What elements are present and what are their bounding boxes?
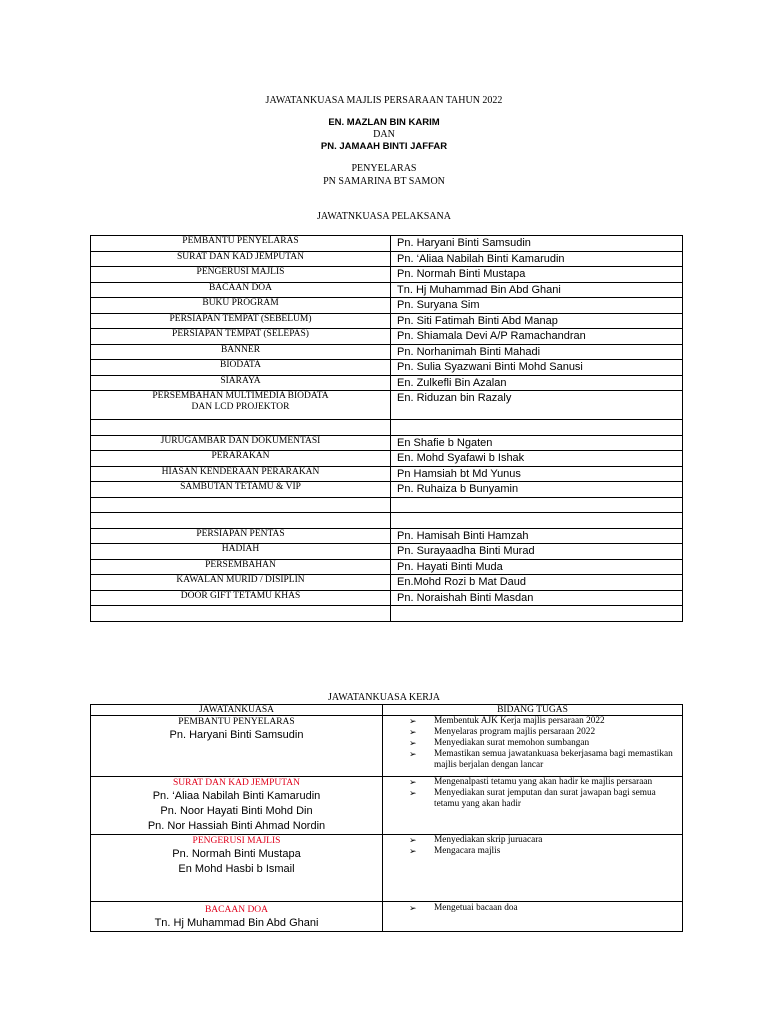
pelaksana-role: DOOR GIFT TETAMU KHAS xyxy=(180,590,301,601)
task-item xyxy=(409,716,682,727)
arrow-bullet-icon: ➢ xyxy=(409,777,417,787)
pelaksana-table xyxy=(90,235,683,622)
honoree-1: EN. MAZLAN BIN KARIM xyxy=(328,117,440,128)
kerja-col-header-committee: JAWATANKUASA xyxy=(91,705,383,716)
kerja-person: Tn. Hj Muhammad Bin Abd Ghani xyxy=(154,917,319,929)
pelaksana-row xyxy=(91,606,683,622)
pelaksana-row xyxy=(91,329,683,345)
pelaksana-role: PERSIAPAN TEMPAT (SEBELUM) xyxy=(169,313,312,324)
pelaksana-row xyxy=(91,391,683,420)
pelaksana-row xyxy=(91,590,683,606)
task-item xyxy=(409,835,682,846)
pelaksana-role-cell xyxy=(91,344,391,360)
pelaksana-name: Pn. Noraishah Binti Masdan xyxy=(391,590,683,606)
pelaksana-role-cell xyxy=(91,298,391,314)
pelaksana-row xyxy=(91,513,683,529)
pelaksana-role: BANNER xyxy=(220,344,261,355)
pelaksana-role-cell xyxy=(91,282,391,298)
pelaksana-name: Pn. Hayati Binti Muda xyxy=(391,559,683,575)
kerja-tasks-cell xyxy=(383,902,683,932)
pelaksana-role: HADIAH xyxy=(221,544,260,554)
task-text: Menyediakan surat memohon sumbangan xyxy=(434,738,590,748)
task-item xyxy=(409,749,682,771)
pelaksana-row xyxy=(91,344,683,360)
pelaksana-row xyxy=(91,559,683,575)
pelaksana-role: PENGERUSI MAJLIS xyxy=(196,267,285,277)
task-list xyxy=(383,835,682,857)
task-text: Menyediakan skrip juruacara xyxy=(434,835,543,845)
kerja-person: Pn. Nor Hassiah Binti Ahmad Nordin xyxy=(147,820,326,832)
kerja-role: BACAAN DOA xyxy=(204,905,269,915)
pelaksana-role: SURAT DAN KAD JEMPUTAN xyxy=(176,251,305,262)
kerja-committee-cell xyxy=(91,902,383,932)
kerja-person: Pn. Noor Hayati Binti Mohd Din xyxy=(160,805,313,817)
kerja-person: Pn. Haryani Binti Samsudin xyxy=(169,729,304,741)
kerja-role: PENGERUSI MAJLIS xyxy=(192,836,281,846)
kerja-tasks-cell xyxy=(383,777,683,835)
honoree-2: PN. JAMAAH BINTI JAFFAR xyxy=(320,141,448,152)
pelaksana-row xyxy=(91,360,683,376)
kerja-role: PEMBANTU PENYELARAS xyxy=(178,717,295,727)
pelaksana-row xyxy=(91,236,683,252)
pelaksana-row xyxy=(91,282,683,298)
pelaksana-row xyxy=(91,313,683,329)
pelaksana-role: BACAAN DOA xyxy=(208,282,273,293)
kerja-row xyxy=(91,716,683,777)
pelaksana-name: En.Mohd Rozi b Mat Daud xyxy=(391,575,683,591)
pelaksana-role: PEMBANTU PENYELARAS xyxy=(182,236,299,246)
pelaksana-row xyxy=(91,267,683,283)
arrow-bullet-icon: ➢ xyxy=(409,788,417,798)
pelaksana-role-cell xyxy=(91,435,391,451)
arrow-bullet-icon: ➢ xyxy=(409,846,417,856)
pelaksana-role-cell xyxy=(91,575,391,591)
kerja-col-header-tasks: BIDANG TUGAS xyxy=(383,705,683,716)
pelaksana-row xyxy=(91,420,683,436)
pelaksana-role-cell xyxy=(91,606,391,622)
pelaksana-row xyxy=(91,435,683,451)
pelaksana-name: Pn. Siti Fatimah Binti Abd Manap xyxy=(391,313,683,329)
pelaksana-role: PERSIAPAN PENTAS xyxy=(196,528,285,539)
pelaksana-role: JURUGAMBAR DAN DOKUMENTASI xyxy=(160,435,321,446)
task-text: Memastikan semua jawatankuasa bekerjasama bagi memastikan majlis berjalan dengan lancar xyxy=(434,749,673,770)
kerja-person: En Mohd Hasbi b Ismail xyxy=(178,863,295,875)
pelaksana-name: En. Zulkefli Bin Azalan xyxy=(391,375,683,391)
pelaksana-role-cell xyxy=(91,451,391,467)
pelaksana-row xyxy=(91,544,683,560)
task-text: Menyelaras program majlis persaraan 2022 xyxy=(434,727,596,737)
pelaksana-role-cell xyxy=(91,420,391,436)
conjunction: DAN xyxy=(373,129,395,140)
pelaksana-name: Pn. Surayaadha Binti Murad xyxy=(391,544,683,560)
pelaksana-name: Pn Hamsiah bt Md Yunus xyxy=(391,466,683,482)
pelaksana-role-cell xyxy=(91,251,391,267)
pelaksana-role-cell xyxy=(91,313,391,329)
pelaksana-row xyxy=(91,251,683,267)
kerja-row xyxy=(91,835,683,902)
pelaksana-name: Tn. Hj Muhammad Bin Abd Ghani xyxy=(391,282,683,298)
pelaksana-name: Pn. Normah Binti Mustapa xyxy=(391,267,683,283)
task-item xyxy=(409,738,682,749)
pelaksana-row xyxy=(91,528,683,544)
arrow-bullet-icon: ➢ xyxy=(409,738,417,748)
pelaksana-name: En. Riduzan bin Razaly xyxy=(391,391,683,420)
pelaksana-role-cell xyxy=(91,590,391,606)
kerja-row xyxy=(91,777,683,835)
pelaksana-role-cell xyxy=(91,482,391,498)
pelaksana-name: Pn. Norhanimah Binti Mahadi xyxy=(391,344,683,360)
kerja-committee-cell xyxy=(91,835,383,902)
pelaksana-role-cell xyxy=(91,329,391,345)
pelaksana-role: BIODATA xyxy=(220,360,261,370)
kerja-person: Pn. ‘Aliaa Nabilah Binti Kamarudin xyxy=(152,790,321,802)
task-text: Mengenalpasti tetamu yang akan hadir ke majlis persaraan xyxy=(434,777,653,787)
pelaksana-name: En Shafie b Ngaten xyxy=(391,435,683,451)
task-item xyxy=(409,777,682,788)
task-item xyxy=(409,727,682,738)
task-text: Mengetuai bacaan doa xyxy=(434,903,518,913)
pelaksana-role-line2: DAN LCD PROJEKTOR xyxy=(191,402,290,412)
pelaksana-role-cell xyxy=(91,391,391,420)
pelaksana-name: Pn. Suryana Sim xyxy=(391,298,683,314)
pelaksana-row xyxy=(91,451,683,467)
kerja-row xyxy=(91,902,683,932)
pelaksana-role: PERSEMBAHAN MULTIMEDIA BIODATA xyxy=(152,391,329,401)
arrow-bullet-icon: ➢ xyxy=(409,727,417,737)
pelaksana-role: PERSIAPAN TEMPAT (SELEPAS) xyxy=(172,329,309,339)
pelaksana-name: Pn. Ruhaiza b Bunyamin xyxy=(391,482,683,498)
task-text: Menyediakan surat jemputan dan surat jawapan bagi semua tetamu yang akan hadir xyxy=(434,788,656,809)
pelaksana-row xyxy=(91,375,683,391)
pelaksana-role-cell xyxy=(91,360,391,376)
document-title: JAWATANKUASA MAJLIS PERSARAAN TAHUN 2022 xyxy=(265,95,503,106)
task-text: Membentuk AJK Kerja majlis persaraan 2022 xyxy=(434,716,605,726)
task-list xyxy=(383,777,682,810)
pelaksana-role-cell xyxy=(91,497,391,513)
pelaksana-role: BUKU PROGRAM xyxy=(202,298,279,308)
pelaksana-name: En. Mohd Syafawi b Ishak xyxy=(391,451,683,467)
kerja-header-row xyxy=(91,705,683,716)
pelaksana-row xyxy=(91,466,683,482)
pelaksana-role-cell xyxy=(91,375,391,391)
pelaksana-role: PERARAKAN xyxy=(211,451,270,461)
pelaksana-role-cell xyxy=(91,528,391,544)
pelaksana-row xyxy=(91,497,683,513)
kerja-tasks-cell xyxy=(383,835,683,902)
task-list xyxy=(383,716,682,771)
pelaksana-name xyxy=(391,606,683,622)
pelaksana-name xyxy=(391,513,683,529)
coordinator-name: PN SAMARINA BT SAMON xyxy=(323,176,445,187)
pelaksana-role: SAMBUTAN TETAMU & VIP xyxy=(180,482,301,492)
kerja-committee-cell xyxy=(91,777,383,835)
pelaksana-name: Pn. Hamisah Binti Hamzah xyxy=(391,528,683,544)
arrow-bullet-icon: ➢ xyxy=(409,749,417,759)
pelaksana-name: Pn. Shiamala Devi A/P Ramachandran xyxy=(391,329,683,345)
pelaksana-role-cell xyxy=(91,236,391,252)
pelaksana-role: SIARAYA xyxy=(220,375,261,386)
kerja-person: Pn. Normah Binti Mustapa xyxy=(172,848,301,860)
pelaksana-name: Pn. ‘Aliaa Nabilah Binti Kamarudin xyxy=(391,251,683,267)
pelaksana-row xyxy=(91,482,683,498)
arrow-bullet-icon: ➢ xyxy=(409,835,417,845)
pelaksana-title: JAWATNKUASA PELAKSANA xyxy=(317,211,451,222)
kerja-committee-cell xyxy=(91,716,383,777)
pelaksana-name xyxy=(391,497,683,513)
kerja-role: SURAT DAN KAD JEMPUTAN xyxy=(172,778,301,788)
kerja-tasks-cell xyxy=(383,716,683,777)
pelaksana-role-cell xyxy=(91,267,391,283)
task-list xyxy=(383,903,682,914)
task-item xyxy=(409,903,682,914)
task-item xyxy=(409,788,682,810)
pelaksana-row xyxy=(91,298,683,314)
kerja-table xyxy=(90,704,683,932)
task-item xyxy=(409,846,682,857)
pelaksana-name: Pn. Sulia Syazwani Binti Mohd Sanusi xyxy=(391,360,683,376)
pelaksana-role-cell xyxy=(91,559,391,575)
task-text: Mengacara majlis xyxy=(434,846,501,856)
pelaksana-name xyxy=(391,420,683,436)
pelaksana-role: HIASAN KENDERAAN PERARAKAN xyxy=(161,466,320,477)
pelaksana-row xyxy=(91,575,683,591)
pelaksana-role-cell xyxy=(91,513,391,529)
arrow-bullet-icon: ➢ xyxy=(409,716,417,726)
pelaksana-name: Pn. Haryani Binti Samsudin xyxy=(391,236,683,252)
kerja-title: JAWATANKUASA KERJA xyxy=(327,692,441,703)
pelaksana-role-cell xyxy=(91,466,391,482)
pelaksana-role: KAWALAN MURID / DISIPLIN xyxy=(176,575,305,585)
pelaksana-role: PERSEMBAHAN xyxy=(205,559,276,570)
coordinator-label: PENYELARAS xyxy=(351,163,417,174)
arrow-bullet-icon: ➢ xyxy=(409,903,417,913)
pelaksana-role-cell xyxy=(91,544,391,560)
